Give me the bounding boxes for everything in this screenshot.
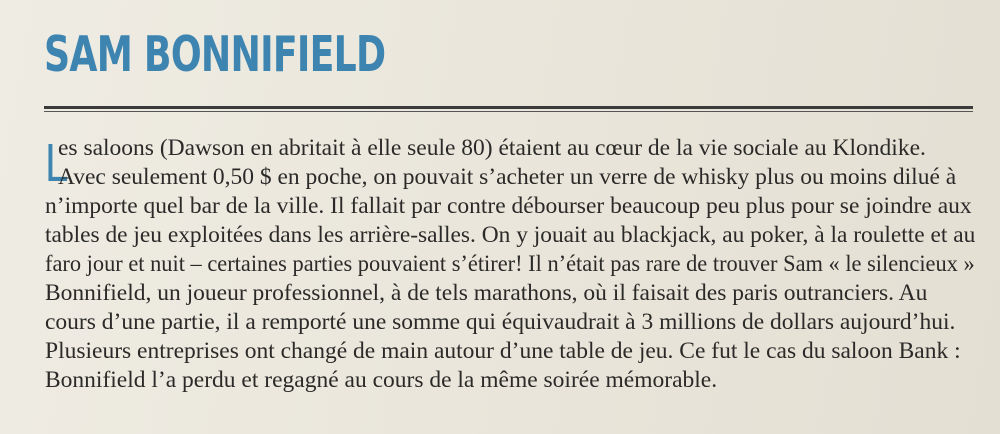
article-line: cours d’une partie, il a remporté une somme qui équivaudrait à 3 millions de dollars aujourd’hui.	[45, 309, 956, 335]
article-line: faro jour et nuit – certaines parties pouvaient s’étirer! Il n’était pas rare de trouver Sam « le silencieux »	[45, 251, 975, 277]
article-line: es saloons (Dawson en abritait à elle seule 80) étaient au cœur de la vie sociale au Klondike.	[58, 135, 926, 161]
title-divider-thick	[44, 106, 973, 109]
article-line: tables de jeu exploitées dans les arrière-salles. On y jouait au blackjack, au poker, à la roulette et au	[45, 222, 976, 248]
article-line: Bonnifield, un joueur professionnel, à de tels marathons, où il faisait des paris outranciers. Au	[45, 280, 928, 306]
page-title: SAM BONNIFIELD	[44, 26, 386, 83]
article-line: n’importe quel bar de la ville. Il fallait par contre débourser beaucoup peu plus pour se joindre aux	[45, 193, 972, 219]
drop-cap-letter: L	[45, 133, 69, 193]
article-line: Bonnifield l’a perdu et regagné au cours de la même soirée mémorable.	[45, 367, 718, 393]
article-line: Avec seulement 0,50 $ en poche, on pouvait s’acheter un verre de whisky plus ou moins dilué à	[58, 164, 957, 190]
article-line: Plusieurs entreprises ont changé de main autour d’une table de jeu. Ce fut le cas du saloon Bank :	[45, 338, 961, 364]
article-body	[45, 134, 975, 395]
title-divider-thin	[44, 111, 973, 112]
